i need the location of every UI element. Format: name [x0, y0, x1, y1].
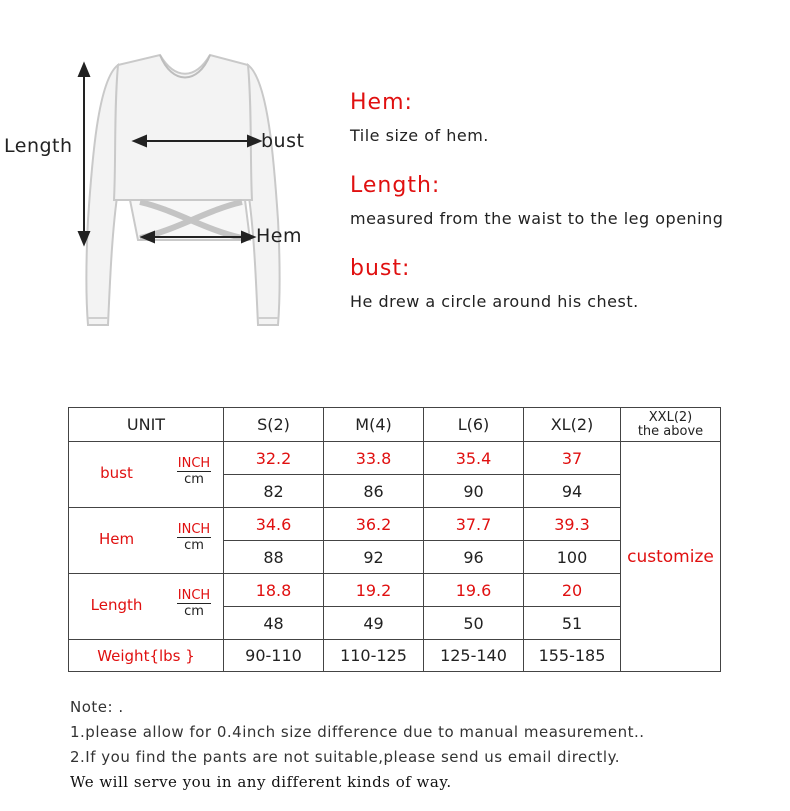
hem-label: Hem — [256, 225, 302, 247]
header-size: XL(2) — [524, 408, 621, 442]
table-header-row — [69, 408, 721, 442]
table-cell: 100 — [524, 541, 621, 574]
unit-cm: cm — [177, 537, 211, 553]
table-cell: 19.2 — [324, 574, 424, 607]
row-label-name: Length — [90, 596, 143, 614]
table-cell: 155-185 — [524, 640, 621, 672]
header-xxl-line2: the above — [637, 423, 704, 439]
unit-inch: INCH — [177, 456, 211, 471]
row-label-hem — [69, 508, 224, 574]
unit-inch: INCH — [177, 522, 211, 537]
table-cell: 94 — [524, 475, 621, 508]
table-cell: 36.2 — [324, 508, 424, 541]
table-cell: 82 — [224, 475, 324, 508]
definition-description: Tile size of hem. — [350, 126, 489, 145]
table-cell: 49 — [324, 607, 424, 640]
table-cell: 33.8 — [324, 442, 424, 475]
crop-top-illustration — [0, 40, 340, 340]
unit-inch: INCH — [177, 588, 211, 603]
table-cell: 90-110 — [224, 640, 324, 672]
unit-cm: cm — [177, 471, 211, 487]
garment-diagram — [0, 40, 340, 340]
measurement-definitions — [350, 90, 780, 339]
definition-title: Hem: — [350, 90, 413, 115]
table-cell: 37 — [524, 442, 621, 475]
note-item: 2.If you find the pants are not suitable,please send us email directly. — [70, 748, 621, 766]
definition-length — [350, 173, 780, 256]
unit-fraction — [164, 456, 224, 487]
row-label-length — [69, 574, 224, 640]
header-size: M(4) — [324, 408, 424, 442]
table-cell: 32.2 — [224, 442, 324, 475]
definition-description: measured from the waist to the leg opening — [350, 209, 724, 228]
note-item: 1.please allow for 0.4inch size difference due to manual measurement.. — [70, 723, 645, 741]
customize-cell: customize — [621, 442, 721, 672]
row-label-name: Hem — [98, 530, 135, 548]
unit-fraction — [164, 522, 224, 553]
table-cell: 110-125 — [324, 640, 424, 672]
table-cell: 51 — [524, 607, 621, 640]
row-label-bust — [69, 442, 224, 508]
table-cell: 20 — [524, 574, 621, 607]
header-size: S(2) — [224, 408, 324, 442]
note-heading: Note: . — [70, 698, 124, 716]
size-chart-table — [68, 407, 721, 672]
table-cell: 92 — [324, 541, 424, 574]
table-cell: 48 — [224, 607, 324, 640]
definition-title: Length: — [350, 173, 441, 198]
table-row-bust-inch — [69, 442, 721, 475]
table-cell: 19.6 — [424, 574, 524, 607]
length-label: Length — [4, 135, 73, 157]
note-closing: We will serve you in any different kinds of way. — [70, 773, 452, 791]
table-cell: 34.6 — [224, 508, 324, 541]
table-cell: 18.8 — [224, 574, 324, 607]
definition-title: bust: — [350, 256, 411, 281]
table-cell: 96 — [424, 541, 524, 574]
definition-bust — [350, 256, 780, 339]
definition-hem — [350, 90, 780, 173]
table-cell: 39.3 — [524, 508, 621, 541]
table-cell: 35.4 — [424, 442, 524, 475]
definition-description: He drew a circle around his chest. — [350, 292, 639, 311]
table-cell: 86 — [324, 475, 424, 508]
header-size: L(6) — [424, 408, 524, 442]
row-label-name: bust — [100, 464, 133, 482]
table-cell: 50 — [424, 607, 524, 640]
table-cell: 90 — [424, 475, 524, 508]
unit-fraction — [164, 588, 224, 619]
header-xxl-line1: XXL(2) — [648, 409, 693, 425]
header-unit: UNIT — [69, 408, 224, 442]
notes-section — [70, 695, 780, 795]
unit-cm: cm — [177, 603, 211, 619]
table-cell: 88 — [224, 541, 324, 574]
row-label-weight: Weight{lbs } — [69, 640, 224, 672]
table-cell: 125-140 — [424, 640, 524, 672]
table-cell: 37.7 — [424, 508, 524, 541]
bust-label: bust — [261, 130, 305, 152]
header-size-xxl — [621, 408, 721, 442]
